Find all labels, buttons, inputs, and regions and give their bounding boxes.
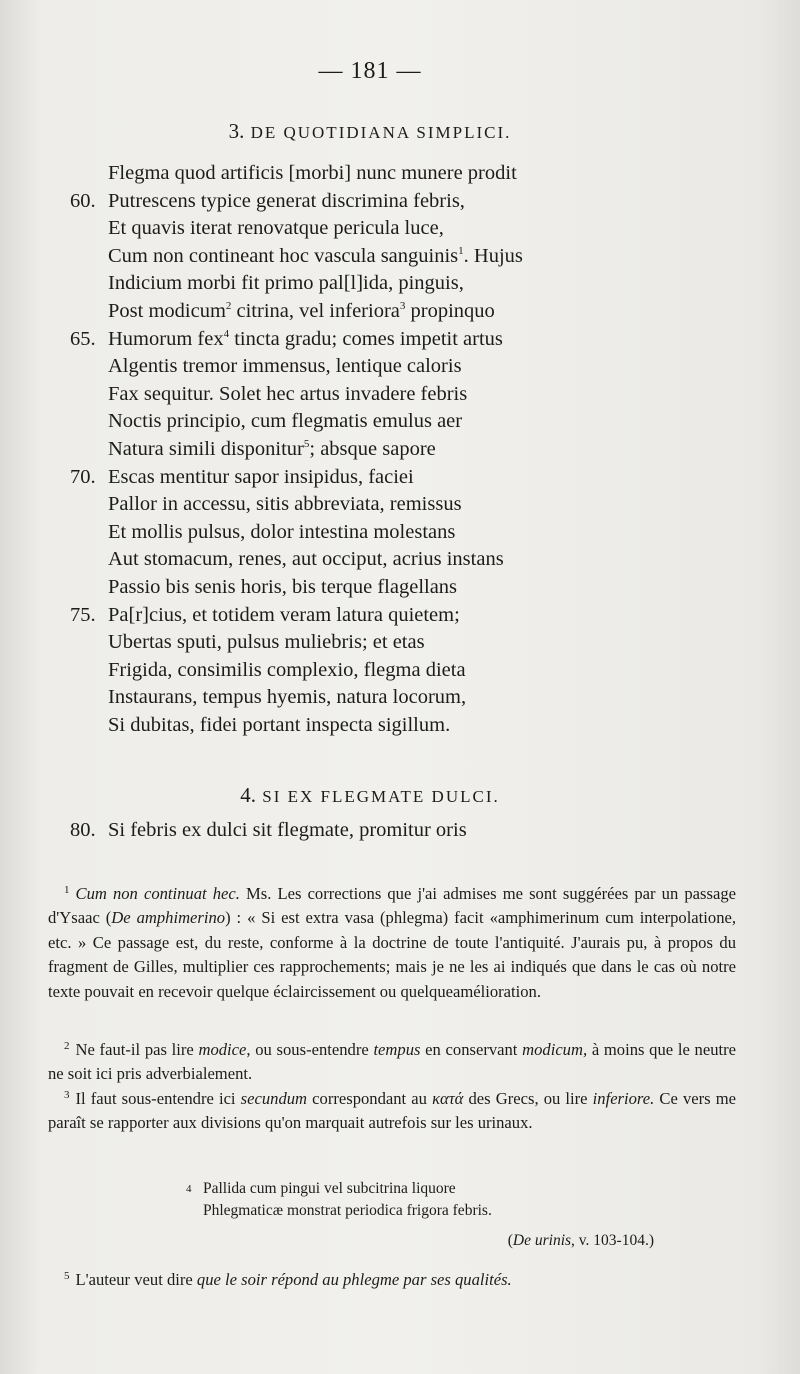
- verse-fragment: tincta gradu; comes impetit artus: [229, 327, 503, 350]
- footnote-text: Ce vers me paraît se rapporter aux divisions qu'on marquait autrefois sur les urinaux.: [48, 1089, 736, 1133]
- footnote-italic: inferiore.: [592, 1089, 655, 1108]
- verse-line: [0, 297, 800, 325]
- verse-line: [0, 187, 800, 215]
- footnote-ref: 5: [303, 438, 310, 450]
- verse-line: [0, 490, 800, 518]
- footnote-mark: 1: [64, 884, 70, 896]
- footnote-italic: κατά: [432, 1089, 464, 1108]
- verse-text: Ubertas sputi, pulsus muliebris; et etas: [108, 631, 425, 654]
- section-number: 3.: [228, 119, 245, 143]
- verse-text: Aut stomacum, renes, aut occiput, acrius instans: [108, 548, 504, 571]
- footnote-italic: De amphimerino: [111, 908, 226, 928]
- verse-text: Et quavis iterat renovatque pericula luce,: [108, 217, 444, 240]
- verse-line: [0, 269, 800, 297]
- footnote-italic: tempus: [373, 1040, 421, 1059]
- quote-line: Phlegmaticæ monstrat periodica frigora febris.: [203, 1202, 492, 1219]
- section-title-3: [0, 119, 740, 144]
- verse-number: 70.: [70, 465, 96, 488]
- verse-fragment: propinquo: [405, 300, 495, 322]
- footnote-italic: modicum,: [522, 1040, 588, 1059]
- verse-text: Instaurans, tempus hyemis, natura locorum,: [108, 686, 467, 709]
- verse-fragment: Humorum fex: [108, 327, 224, 350]
- footnote-2: [48, 1034, 736, 1087]
- verse-line: [0, 518, 800, 546]
- verse-line: [0, 242, 800, 270]
- section-number: 4.: [240, 783, 256, 807]
- verse-line: [0, 325, 800, 353]
- verse-text: Flegma quod artificis [morbi] nunc munere prodit: [108, 162, 517, 184]
- verse-text: Indicium morbi fit primo pal[l]ida, pinguis,: [108, 272, 464, 295]
- verse-line: [0, 711, 800, 739]
- verse-text: Et mollis pulsus, dolor intestina molestans: [108, 520, 456, 543]
- footnote-italic: secundum: [240, 1089, 308, 1108]
- footnote-text: à moins que le neutre ne soit ici pris adverbialement.: [48, 1040, 736, 1084]
- verse-text: Passio bis senis horis, bis terque flagellans: [108, 576, 458, 598]
- footnote-italic: Cum non continuat hec.: [75, 884, 240, 903]
- verse-line: [0, 214, 800, 242]
- verse-fragment: Cum non contineant hoc vascula sanguinis: [108, 244, 459, 267]
- footnote-italic: que le soir répond au phlegme par ses qualités.: [196, 1270, 512, 1289]
- verse-fragment: Natura simili disponitur: [108, 438, 304, 460]
- verse-text: Frigida, consimilis complexio, flegma dieta: [108, 658, 466, 681]
- footnote-mark: 4: [186, 1183, 192, 1195]
- verse-text: Noctis principio, cum flegmatis emulus aer: [108, 410, 463, 433]
- footnote-4-quote: [186, 1178, 663, 1222]
- verse-line: [0, 656, 800, 684]
- footnote-text: des Grecs, ou lire: [463, 1089, 593, 1108]
- verse-line: [0, 683, 800, 711]
- verse-text: Putrescens typice generat discrimina febris,: [108, 189, 465, 212]
- verse-text: Fax sequitur. Solet hec artus invadere febris: [108, 382, 468, 405]
- footnote-ref: 2: [225, 300, 232, 312]
- verse-text: Escas mentitur sapor insipidus, faciei: [108, 465, 414, 488]
- verse-line: [0, 380, 800, 408]
- footnote-text: Ne faut-il pas lire: [75, 1040, 199, 1059]
- verse-text: Algentis tremor immensus, lentique caloris: [108, 355, 462, 378]
- verse-fragment: . Hujus: [463, 244, 523, 267]
- verse-number: 65.: [70, 327, 96, 350]
- footnote-3: [48, 1083, 736, 1136]
- footnote-text: en conservant: [420, 1040, 523, 1059]
- footnote-mark: 3: [64, 1089, 70, 1101]
- footnote-ref: 3: [399, 300, 406, 312]
- verse-number: 80.: [70, 819, 96, 841]
- footnote-italic: modice: [198, 1040, 247, 1059]
- section-heading: SI EX FLEGMATE DULCI.: [262, 787, 500, 806]
- footnote-text: Il faut sous-entendre ici: [75, 1089, 241, 1108]
- verse-line: [0, 628, 800, 656]
- footnote-text: , ou sous-entendre: [246, 1040, 374, 1059]
- verse-line-80: [0, 816, 800, 844]
- footnote-mark: 5: [64, 1270, 70, 1282]
- verse-text: Pa[r]cius, et totidem veram latura quietem;: [108, 603, 460, 626]
- citation-title: De urinis: [512, 1232, 572, 1249]
- footnote-text: Ms. Les corrections que j'ai admises me sont suggérées par un passage d'Ysaac (: [48, 884, 736, 928]
- footnote-ref: 4: [223, 327, 230, 340]
- footnote-text: correspondant au: [307, 1089, 433, 1108]
- verse-line: [0, 601, 800, 629]
- section-heading: DE QUOTIDIANA SIMPLICI.: [250, 123, 512, 142]
- verse-text: Pallor in accessu, sitis abbreviata, remissus: [108, 493, 462, 516]
- verse-text: Si febris ex dulci sit flegmate, promitur oris: [108, 819, 467, 841]
- page-number: — 181 —: [318, 58, 422, 84]
- verse-fragment: ; absque sapore: [309, 438, 436, 460]
- citation-text: , v. 103-104.): [571, 1232, 654, 1249]
- verse-line: [0, 463, 800, 491]
- footnote-1: [48, 878, 736, 1004]
- verse-line: [0, 573, 800, 601]
- footnote-5: [48, 1270, 512, 1290]
- section-title-4: [0, 783, 740, 808]
- verse-line: [0, 435, 800, 463]
- verse-text: Si dubitas, fidei portant inspecta sigillum.: [108, 714, 451, 736]
- citation-text: (: [507, 1232, 513, 1249]
- verse-line: [0, 407, 800, 435]
- footnote-ref: 1: [458, 244, 464, 257]
- verse-text: [108, 297, 495, 325]
- footnote-text: ) : « Si est extra vasa (phlegma) facit «amphimerinum cum interpolatione, etc. » Ce passage est, du reste, conforme à la doctrine de toute l'antiquité. J'aurais pu, à propos du fragment de Gilles, multiplier ces rapprochements; mais je ne les ai indiqués que dans le cas où notre texte pouvait en recevoir quelque éclaircissement ou quelqueamélioration.: [48, 908, 737, 1001]
- verse-text: [108, 435, 436, 463]
- footnote-text: L'auteur veut dire: [75, 1270, 197, 1289]
- quote-line: Pallida cum pingui vel subcitrina liquore: [203, 1180, 456, 1197]
- verse-line: [0, 159, 800, 187]
- verse-text: [108, 242, 523, 270]
- footnote-4-citation: [508, 1232, 654, 1250]
- verse-line: [0, 352, 800, 380]
- verse-fragment: citrina, vel inferiora: [231, 300, 400, 322]
- verse-fragment: Post modicum: [108, 300, 226, 322]
- verse-number: 60.: [70, 189, 96, 212]
- verse-line: [0, 545, 800, 573]
- verse-number: 75.: [70, 603, 96, 626]
- verse-text: [108, 325, 503, 353]
- footnote-mark: 2: [64, 1040, 70, 1052]
